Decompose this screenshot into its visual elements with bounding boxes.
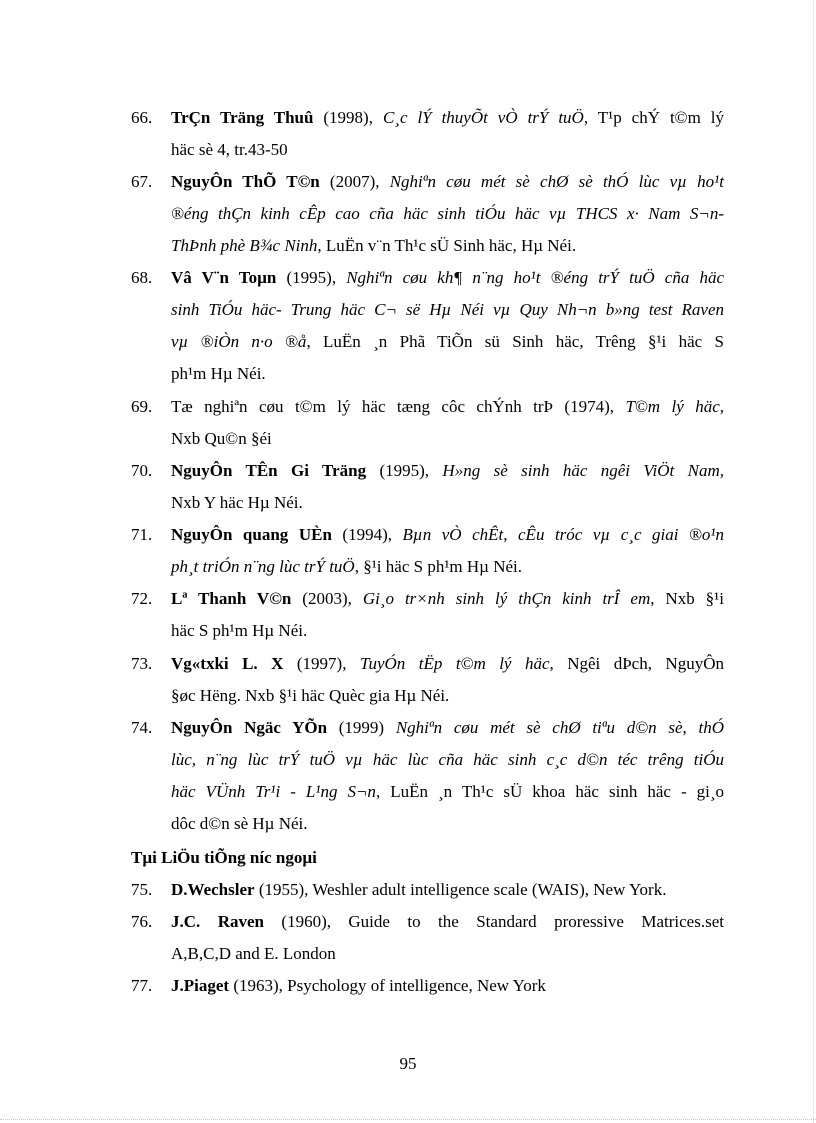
reference-number: 75. [131,880,153,899]
reference-text: (1997), [283,654,360,673]
reference-text: (2007), [319,172,390,191]
reference-line [171,750,724,782]
reference-title: Bµn vÒ chÊt, cÊu tróc vµ c¸c giai ®o¹n [402,525,724,544]
reference-line [171,912,724,944]
reference-number: 76. [131,912,153,931]
reference-text: , LuËn ¸n Th¹c sÜ khoa häc sinh häc - gi¸o [375,782,725,801]
reference-text: (2003), [291,589,363,608]
reference-text: (1995), [276,268,347,287]
reference-number: 72. [131,589,153,608]
reference-line [171,268,724,300]
reference-text: , [719,397,724,416]
reference-line [171,525,724,557]
reference-title: Nghiªn cøu mét sè chØ sè thÓ lùc vµ ho¹t [389,172,724,191]
reference-author: J.Piaget [171,976,230,995]
reference-line [171,332,724,364]
reference-author: Vg«txki L. X [171,654,284,673]
reference-title: vµ ®iÒn n·o ®å [171,332,307,351]
reference-text: (1960), Guide to the Standard proressive Matrices.set [263,912,724,931]
reference-number: 71. [131,525,153,544]
reference-author: D.Wechsler [171,880,255,899]
reference-text: (1995), [366,461,443,480]
reference-line [171,493,724,525]
reference-number: 66. [131,108,153,127]
reference-line [171,557,724,589]
reference-author: NguyÔn Ngäc YÕn [171,718,328,737]
reference-author: J.C. Raven [171,912,264,931]
reference-title: TuyÓn tËp t©m lý häc [359,654,550,673]
reference-title: C¸c lÝ thuyÕt vÒ trÝ tuÖ [382,108,584,127]
reference-title: häc VÜnh Tr¹i - L¹ng S¬n [171,782,376,801]
reference-text: , Nxb §¹i [650,589,724,608]
reference-author: NguyÔn TÊn Gi Träng [171,461,367,480]
page-bottom-border [0,1119,816,1120]
reference-number: 70. [131,461,153,480]
reference-line [171,172,724,204]
reference-text: (1963), Psychology of intelligence, New York [229,976,546,995]
reference-title: sinh TiÓu häc- Trung häc C¬ së Hµ Néi vµ Quy Nh¬n b»ng test Raven [171,300,724,319]
reference-text: A,B,C,D and E. London [171,944,336,963]
reference-line [171,364,724,396]
page-right-border [813,0,814,1123]
reference-title: ph¸t triÓn n¨ng lùc trÝ tuÖ [171,557,355,576]
reference-author: NguyÔn quang UÈn [171,525,332,544]
reference-line [171,976,724,1008]
reference-text: , LuËn ¸n Phã TiÕn sü Sinh häc, Trêng §¹i häc S [306,332,724,351]
reference-title: T©m lý häc [625,397,720,416]
reference-line [171,429,724,461]
reference-line [171,397,724,429]
reference-line [171,589,724,621]
reference-line [171,621,724,653]
reference-line [171,108,724,140]
reference-text: , LuËn v¨n Th¹c sÜ Sinh häc, Hµ Néi. [317,236,577,255]
reference-line [171,718,724,750]
reference-number: 67. [131,172,153,191]
reference-text: (1994), [331,525,403,544]
reference-text: häc sè 4, tr.43-50 [171,140,288,159]
reference-author: Vâ V¨n Toµn [171,268,277,287]
reference-text: (1999) [327,718,396,737]
reference-line [171,686,724,718]
reference-title: ThÞnh phè B¾c Ninh [171,236,318,255]
reference-text: , §¹i häc S ph¹m Hµ Néi. [354,557,523,576]
reference-text: Nxb Qu©n §éi [171,429,272,448]
reference-line [171,814,724,846]
reference-line [171,204,724,236]
reference-text: ph¹m Hµ Néi. [171,364,266,383]
reference-text: (1955), Weshler adult intelligence scale (WAIS), New York. [254,880,667,899]
reference-number: 68. [131,268,153,287]
reference-text: Tæ nghiªn cøu t©m lý häc tæng côc chÝnh trÞ (1974), [171,397,626,416]
reference-line [171,236,724,268]
reference-line [171,140,724,172]
reference-author: NguyÔn ThÕ T©n [171,172,320,191]
reference-author: Lª Thanh V©n [171,589,292,608]
section-heading-foreign-references: Tµi LiÖu tiÕng níc ngoµi [131,848,317,867]
reference-title: ®éng thÇn kinh cÊp cao cña häc sinh tiÓu häc vµ THCS x· Nam S¬n- [171,204,724,223]
reference-number: 74. [131,718,153,737]
reference-number: 69. [131,397,153,416]
reference-title: Gi¸o tr×nh sinh lý thÇn kinh trÎ em [362,589,651,608]
reference-line [171,300,724,332]
reference-title: Nghiªn cøu kh¶ n¨ng ho¹t ®éng trÝ tuÖ cña häc [346,268,725,287]
reference-author: TrÇn Träng Thuû [171,108,314,127]
reference-text: §øc Hëng. Nxb §¹i häc Quèc gia Hµ Néi. [171,686,450,705]
reference-line [171,944,724,976]
reference-text: dôc d©n sè Hµ Néi. [171,814,308,833]
reference-text: (1998), [313,108,383,127]
reference-text: Nxb Y häc Hµ Néi. [171,493,303,512]
page-number: 95 [399,1054,417,1073]
reference-line [171,461,724,493]
reference-text: , T¹p chÝ t©m lý [583,108,725,127]
reference-number: 73. [131,654,153,673]
reference-text: häc S ph¹m Hµ Néi. [171,621,308,640]
reference-title: lùc, n¨ng lùc trÝ tuÖ vµ häc lùc cña häc sinh c¸c d©n téc trêng tiÓu [171,750,724,769]
reference-number: 77. [131,976,153,995]
reference-line [171,654,724,686]
reference-line [171,880,724,912]
reference-line [171,782,724,814]
reference-title: H»ng sè sinh häc ngêi ViÖt Nam, [442,461,724,480]
reference-title: Nghiªn cøu mét sè chØ tiªu d©n sè, thÓ [395,718,724,737]
reference-text: , Ngêi dÞch, NguyÔn [549,654,724,673]
